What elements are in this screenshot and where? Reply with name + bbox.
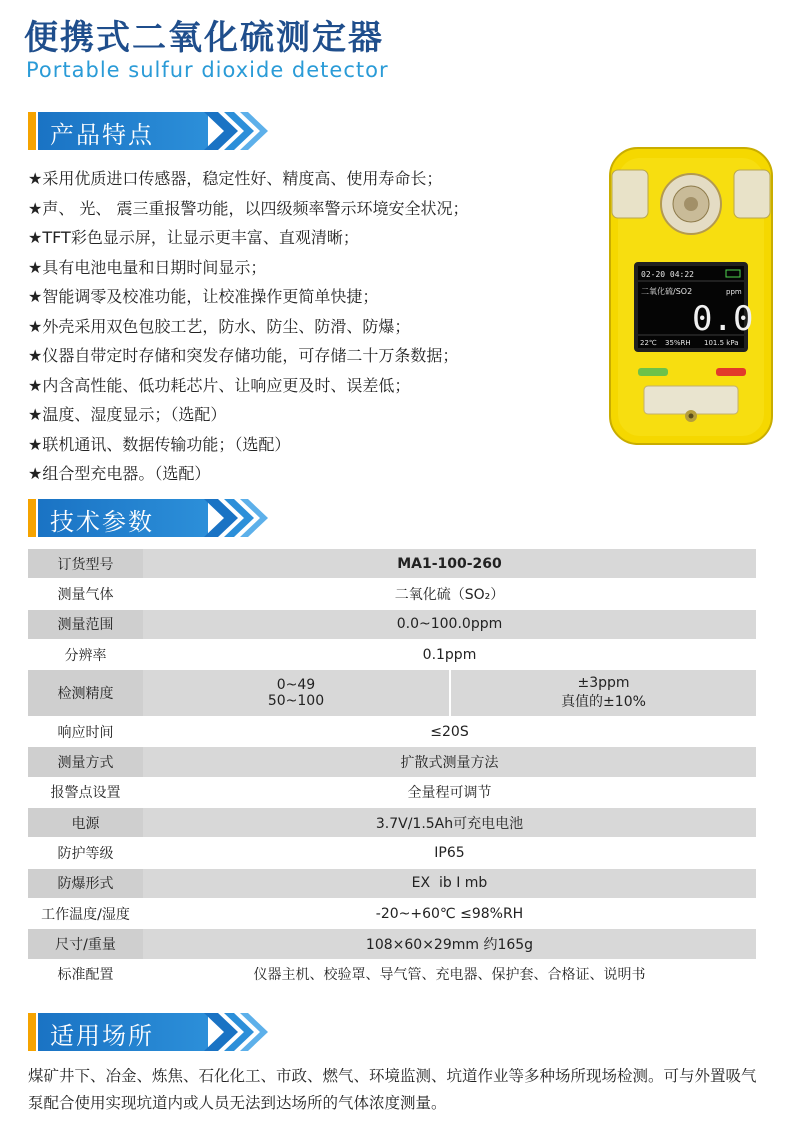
spec-value: 扩散式测量方法 <box>143 747 756 777</box>
spec-key: 测量气体 <box>28 579 143 609</box>
feature-item: ★内含高性能、低功耗芯片、让响应更及时、误差低； <box>28 375 411 395</box>
feature-item: ★组合型充电器。（选配） <box>28 464 211 483</box>
feature-item: ★联机通讯、数据传输功能；（选配） <box>28 434 291 454</box>
spec-key: 检测精度 <box>28 670 143 717</box>
spec-value: MA1-100-260 <box>143 549 756 579</box>
spec-range-1: 0~49 <box>276 677 316 694</box>
device-image <box>608 146 774 446</box>
table-row <box>28 929 756 959</box>
feature-item: ★仪器自带定时存储和突发存储功能，可存储二十万条数据； <box>28 346 459 365</box>
feature-list <box>28 164 588 489</box>
section-title-features: 产品特点 <box>50 121 154 149</box>
feature-item: ★采用优质进口传感器，稳定性好、精度高、使用寿命长； <box>28 169 443 188</box>
spec-value: IP65 <box>143 838 756 868</box>
table-row <box>28 838 756 868</box>
spec-value: 108×60×29mm 约165g <box>143 929 756 959</box>
section-header-usage <box>28 1013 268 1051</box>
spec-value: 3.7V/1.5Ah可充电电池 <box>143 808 756 838</box>
device-pressure: 101.5 kPa <box>704 339 739 347</box>
chevron-stripes-icon <box>204 499 274 537</box>
red-button[interactable] <box>716 368 746 376</box>
feature-item: ★具有电池电量和日期时间显示； <box>28 257 267 277</box>
usage-text: 煤矿井下、冶金、炼焦、石化化工、市政、燃气、环境监测、坑道作业等多种场所现场检测。可与外置吸气泵配合使用实现坑道内或人员无法到达场所的气体浓度测量。 <box>28 1067 757 1112</box>
spec-acc-2: 真值的±10% <box>561 694 646 711</box>
table-row <box>28 898 756 928</box>
chevron-stripes-icon <box>204 1013 274 1051</box>
table-row <box>28 579 756 609</box>
spec-value: 全量程可调节 <box>143 777 756 807</box>
spec-value: ≤20S <box>143 717 756 747</box>
spec-accuracy-values <box>450 670 756 717</box>
spec-value: 二氧化硫（SO₂） <box>143 579 756 609</box>
device-temp: 22℃ <box>640 339 657 347</box>
spec-value: 0.0~100.0ppm <box>143 609 756 639</box>
spec-key: 防爆形式 <box>28 868 143 898</box>
spec-value: 仪器主机、校验罩、导气管、充电器、保护套、合格证、说明书 <box>143 959 756 989</box>
spec-value: EX ib I mb <box>143 868 756 898</box>
chevron-stripes-icon <box>204 112 274 150</box>
table-row <box>28 609 756 639</box>
table-row <box>28 549 756 579</box>
feature-item: ★声、 光、 震三重报警功能，以四级频率警示环境安全状况； <box>28 198 469 218</box>
page-title: 便携式二氧化硫测定器 <box>24 18 384 58</box>
spec-key: 测量方式 <box>28 747 143 777</box>
green-button[interactable] <box>638 368 668 376</box>
spec-key: 报警点设置 <box>28 777 143 807</box>
table-row <box>28 777 756 807</box>
device-unit: ppm <box>726 288 742 296</box>
table-row <box>28 868 756 898</box>
feature-item: ★TFT彩色显示屏，让显示更丰富、直观清晰； <box>28 228 359 247</box>
table-row <box>28 959 756 989</box>
device-reading: 0.0 <box>692 299 754 339</box>
section-header-features <box>28 112 268 150</box>
table-row <box>28 639 756 669</box>
spec-key: 测量范围 <box>28 609 143 639</box>
table-row <box>28 747 756 777</box>
spec-table <box>28 549 756 990</box>
spec-key: 防护等级 <box>28 838 143 868</box>
section-title-usage: 适用场所 <box>50 1022 154 1050</box>
spec-accuracy-ranges <box>143 670 450 717</box>
spec-key: 分辨率 <box>28 639 143 669</box>
page-subtitle: Portable sulfur dioxide detector <box>26 58 389 82</box>
feature-item: ★智能调零及校准功能，让校准操作更简单快捷； <box>28 287 379 306</box>
spec-value: 0.1ppm <box>143 639 756 669</box>
device-datetime: 02-20 04:22 <box>641 270 694 279</box>
feature-item: ★外壳采用双色包胶工艺，防水、防尘、防滑、防爆； <box>28 316 411 336</box>
spec-key: 电源 <box>28 808 143 838</box>
table-row <box>28 808 756 838</box>
spec-key: 尺寸/重量 <box>28 929 143 959</box>
table-row <box>28 670 756 717</box>
device-gas-label: 二氧化硫/SO2 <box>641 287 693 296</box>
feature-item: ★温度、湿度显示；（选配） <box>28 405 227 424</box>
spec-key: 响应时间 <box>28 717 143 747</box>
spec-key: 订货型号 <box>28 549 143 579</box>
section-title-specs: 技术参数 <box>50 508 154 536</box>
spec-range-2: 50~100 <box>267 693 325 710</box>
device-humidity: 35%RH <box>665 339 691 347</box>
spec-acc-1: ±3ppm <box>577 675 630 692</box>
spec-value: -20~+60℃ ≤98%RH <box>143 898 756 928</box>
spec-key: 工作温度/湿度 <box>28 898 143 928</box>
section-header-specs <box>28 499 268 537</box>
spec-key: 标准配置 <box>28 959 143 989</box>
table-row <box>28 717 756 747</box>
